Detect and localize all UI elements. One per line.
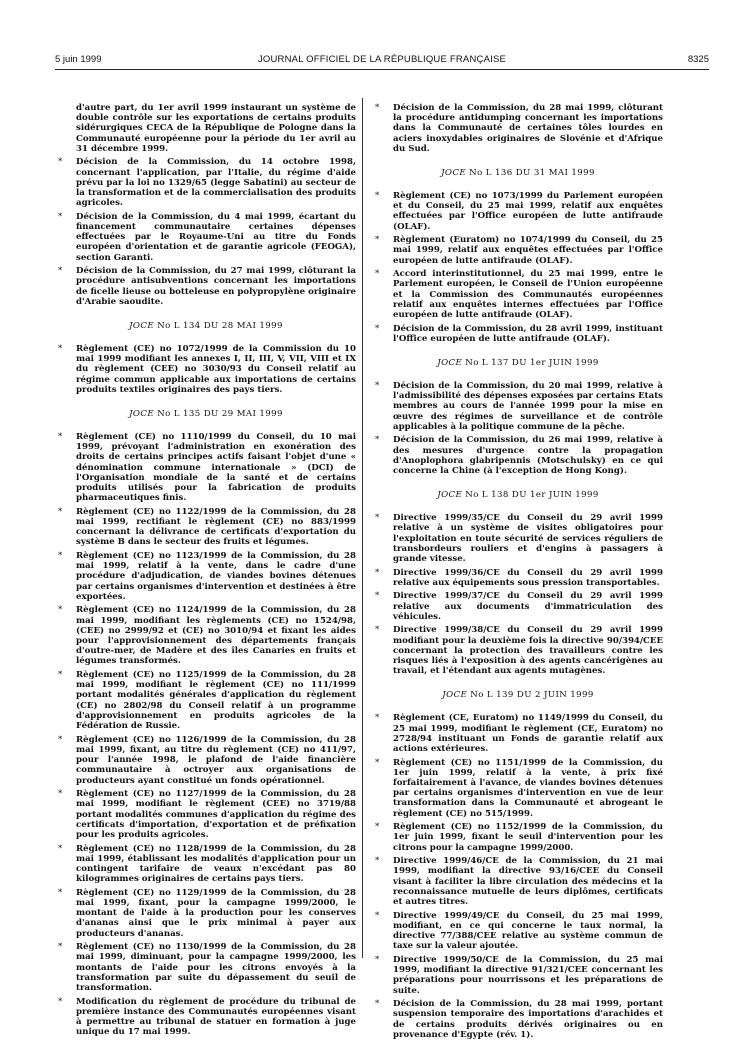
- list-item: [56, 212, 356, 263]
- entry-text: Règlement (CE) no 1129/1999 de la Commission, du 28 mai 1999, fixant, pour la campagne 1999/2000, le montant de l'aide à la production pour les conserves d'ananas ainsi que le prix minimal à payer aux producteurs d'ananas.: [76, 887, 356, 939]
- bullet-icon: *: [58, 157, 63, 168]
- list-item: [56, 942, 356, 993]
- entry-text: Règlement (CE) no 1072/1999 de la Commission du 10 mai 1999 modifiant les annexes I, II, III, V, VII, VIII et IX du règlement (CEE) no 3030/93 du Conseil relatif au régime commun applicable aux importations de certains produits textiles originaires des pays tiers.: [76, 344, 356, 395]
- entry-text: Règlement (CE) no 1124/1999 de la Commission, du 28 mai 1999, modifiant les règlements (CE) no 1524/98, (CEE) no 2999/92 et (CE) no 3010/94 et fixant les aides pour l'approvisionnement des départements français d'outre-mer, de Madère et des îles Canaries en fruits et légumes transformés.: [76, 605, 356, 667]
- bullet-icon: *: [375, 822, 380, 833]
- entry-text: Modification du règlement de procédure du tribunal de première instance des Communautés européennes visant à permettre au tribunal de statuer en formation à juge unique du 17 mai 1999.: [76, 996, 356, 1038]
- entry-text: Règlement (CE) no 1151/1999 de la Commission, du 1er juin 1999, relatif à la vente, à prix fixé forfaitairement à l'avance, de viandes bovines détenues par certains organismes d'intervention en vue de leur transformation dans la Communauté et abrogeant le règlement (CE) no 515/1999.: [393, 757, 663, 819]
- list-item: [373, 269, 663, 320]
- list-item: [373, 568, 663, 588]
- entry-text: d'autre part, du 1er avril 1999 instaurant un système de double contrôle sur les exportations de certains produits sidérurgiques CECA de la République de Pologne dans la Communauté européenne pour la période du 1er avril au 31 décembre 1999.: [76, 103, 356, 154]
- entry-text: Directive 1999/50/CE de la Commission, du 25 mai 1999, modifiant la directive 91/321/CEE concernant les préparations pour nourrissons et les préparations de suite.: [393, 954, 663, 996]
- bullet-icon: *: [375, 625, 380, 636]
- bullet-icon: *: [58, 432, 63, 443]
- list-item: [373, 591, 663, 622]
- page-header: [55, 54, 709, 70]
- list-item: [56, 997, 356, 1038]
- entry-text: Directive 1999/49/CE du Conseil, du 25 mai 1999, modifiant, en ce qui concerne le taux normal, la directive 77/388/CEE relative au système commun de taxe sur la valeur ajoutée.: [393, 910, 663, 952]
- list-item: [56, 507, 356, 548]
- journal-issue-heading: [373, 690, 663, 700]
- entry-text: Règlement (Euratom) no 1074/1999 du Conseil, du 25 mai 1999, relatif aux enquêtes effectuées par l'Office européen de lutte antifraude (OLAF).: [393, 235, 663, 266]
- bullet-icon: *: [375, 103, 380, 113]
- journal-issue-heading: [373, 168, 663, 178]
- journal-abbrev: JOCE: [129, 409, 155, 420]
- entry-text: Directive 1999/38/CE du Conseil du 29 avril 1999 modifiant pour la deuxième fois la directive 90/394/CEE concernant la protection des travailleurs contre les risques liés à l'exposition à des agents cancérigènes au travail, et l'étendant aux agents mutagènes.: [393, 625, 663, 677]
- list-item: [56, 789, 356, 840]
- list-item: [56, 551, 356, 602]
- bullet-icon: *: [375, 567, 380, 578]
- entry-text: Règlement (CE) no 1123/1999 de la Commission, du 28 mai 1999, relatif à la vente, dans le cadre d'une procédure d'adjudication, de viandes bovines détenues par certains organismes d'intervention et destinées à être exportées.: [76, 551, 356, 602]
- list-item: [373, 235, 663, 266]
- entry-text: Décision de la Commission, du 27 mai 1999, clôturant la procédure antisubventions concernant les importations de ficelle lieuse ou botteleuse en polypropylène originaire d'Arabie saoudite.: [76, 266, 356, 307]
- entry-text: Règlement (CE) no 1127/1999 de la Commission, du 28 mai 1999, modifiant le règlement (CEE) no 3719/88 portant modalités communes d'application du régime des certificats d'importation, d'exportation et de préfixation pour les produits agricoles.: [76, 789, 356, 840]
- bullet-icon: *: [58, 211, 63, 222]
- entry-text: Accord interinstitutionnel, du 25 mai 1999, entre le Parlement européen, le Conseil de l'Union européenne et la Commission des Communautés européennes relatif aux enquêtes internes effectuées par l'Office européen de lutte antifraude (OLAF).: [393, 269, 663, 321]
- bullet-icon: *: [58, 551, 63, 562]
- entry-text: Décision de la Commission, du 14 octobre 1998, concernant l'application, par l'Italie, du régime d'aide prévu par la loi no 1329/65 (legge Sabatini) au secteur de la transformation et de la commercialisation des produits agricoles.: [76, 157, 356, 209]
- journal-abbrev: JOCE: [437, 490, 463, 501]
- list-item: [373, 625, 663, 676]
- header-rule: [55, 69, 709, 70]
- list-item: [56, 344, 356, 395]
- list-item: [56, 888, 356, 939]
- bullet-icon: *: [375, 235, 380, 246]
- header-date: 5 juin 1999: [55, 54, 102, 65]
- entry-continuation: [56, 103, 356, 154]
- list-item: [373, 856, 663, 907]
- entry-text: Règlement (CE) no 1126/1999 de la Commission, du 28 mai 1999, fixant, au titre du règlement (CE) no 411/97, pour l'année 1998, le plafond de l'aide financière communautaire à octroyer aux organisations de producteurs ayant constitué un fonds opérationnel.: [76, 734, 356, 786]
- bullet-icon: *: [375, 910, 380, 921]
- journal-issue-heading: [56, 321, 356, 331]
- entry-text: Directive 1999/36/CE du Conseil du 29 avril 1999 relative aux équipements sous pression transportables.: [393, 567, 663, 588]
- entry-text: Décision de la Commission, du 26 mai 1999, relative à des mesures d'urgence contre la propagation d'Anoplophora glabripennis (Motschulsky) en ce qui concerne la Chine (à l'exception de Hong Kong).: [393, 435, 663, 477]
- list-item: [373, 758, 663, 819]
- list-item: [56, 670, 356, 731]
- bullet-icon: *: [58, 605, 63, 616]
- column-divider: [362, 98, 363, 958]
- header-page-number: 8325: [687, 54, 709, 65]
- bullet-icon: *: [58, 670, 63, 681]
- bullet-icon: *: [375, 713, 380, 724]
- list-item: [373, 103, 663, 154]
- list-item: [56, 266, 356, 307]
- journal-issue-number: No L 135 DU 29 MAI 1999: [154, 409, 283, 420]
- list-item: [56, 605, 356, 666]
- list-item: [373, 713, 663, 754]
- list-item: [373, 911, 663, 952]
- entry-text: Règlement (CE) no 1122/1999 de la Commission, du 28 mai 1999, rectifiant le règlement (CE) no 883/1999 concernant la délivrance de certificats d'exportation du système B dans le secteur des fruits et légumes.: [76, 506, 356, 548]
- bullet-icon: *: [58, 506, 63, 517]
- journal-abbrev: JOCE: [437, 358, 463, 369]
- header-journal-title: JOURNAL OFFICIEL DE LA RÉPUBLIQUE FRANÇAISE: [257, 54, 507, 65]
- journal-issue-heading: [373, 490, 663, 500]
- entry-text: Décision de la Commission, du 20 mai 1999, relative à l'admissibilité des dépenses exposées par certains Etats membres au cours de l'année 1999 pour la mise en œuvre des régimes de surveillance et de contrôle applicables à la politique commune de la pêche.: [393, 381, 663, 432]
- bullet-icon: *: [375, 513, 380, 524]
- list-item: [373, 513, 663, 564]
- entry-text: Directive 1999/35/CE du Conseil du 29 avril 1999 relative à un système de visites obligatoires pour l'exploitation en toute sécurité de services réguliers de transbordeurs rouliers et d'engins à passagers à grande vitesse.: [393, 513, 663, 565]
- bullet-icon: *: [58, 789, 63, 800]
- bullet-icon: *: [58, 887, 63, 898]
- list-item: [373, 191, 663, 232]
- entry-text: Règlement (CE, Euratom) no 1149/1999 du Conseil, du 25 mai 1999, modifiant le règlement (CE, Euratom) no 2728/94 instituant un Fonds de garantie relatif aux actions extérieures.: [393, 713, 663, 755]
- list-item: [373, 822, 663, 853]
- bullet-icon: *: [58, 266, 63, 277]
- list-item: [373, 999, 663, 1040]
- list-item: [373, 435, 663, 476]
- entry-text: Règlement (CE) no 1110/1999 du Conseil, du 10 mai 1999, prévoyant l'administration en exonération des droits de certains principes actifs faisant l'objet d'une « dénomination commune internationale » (DCI) de l'Organisation mondiale de la santé et de certains produits utilisés pour la fabrication de produits pharmaceutiques finis.: [76, 432, 356, 504]
- bullet-icon: *: [375, 856, 380, 867]
- bullet-icon: *: [375, 269, 380, 280]
- journal-issue-heading: [373, 358, 663, 368]
- entry-text: Directive 1999/37/CE du Conseil du 29 avril 1999 relative aux documents d'immatriculation des véhicules.: [393, 591, 663, 622]
- bullet-icon: *: [375, 191, 380, 202]
- list-item: [56, 157, 356, 208]
- bullet-icon: *: [375, 999, 380, 1010]
- journal-issue-number: No L 139 DU 2 JUIN 1999: [467, 690, 594, 701]
- list-item: [373, 324, 663, 344]
- entry-text: Règlement (CE) no 1130/1999 de la Commission, du 28 mai 1999, diminuant, pour la campagne 1999/2000, les montants de l'aide pour les citrons envoyés à la transformation par suite du dépassement du seuil de transformation.: [76, 942, 356, 993]
- bullet-icon: *: [58, 843, 63, 854]
- bullet-icon: *: [58, 344, 63, 355]
- journal-issue-number: No L 138 DU 1er JUIN 1999: [462, 490, 599, 501]
- left-column: [56, 103, 356, 1041]
- bullet-icon: *: [58, 996, 63, 1007]
- list-item: [56, 432, 356, 503]
- entry-text: Règlement (CE) no 1073/1999 du Parlement européen et du Conseil, du 25 mai 1999, relatif aux enquêtes effectuées par l'Office européen de lutte antifraude (OLAF).: [393, 191, 663, 232]
- entry-text: Décision de la Commission, du 4 mai 1999, écartant du financement communautaire certaines dépenses effectuées par le Royaume-Uni au titre du Fonds européen d'orientation et de garantie agricole (FEOGA), section Garanti.: [76, 211, 356, 263]
- right-column: [373, 103, 663, 1043]
- bullet-icon: *: [375, 323, 380, 334]
- journal-issue-number: No L 134 DU 28 MAI 1999: [154, 321, 283, 332]
- entry-text: Règlement (CE) no 1152/1999 de la Commission, du 1er juin 1999, fixant le seuil d'intervention pour les citrons pour la campagne 1999/2000.: [393, 822, 663, 853]
- bullet-icon: *: [58, 942, 63, 953]
- bullet-icon: *: [375, 591, 380, 602]
- entry-text: Règlement (CE) no 1128/1999 de la Commission, du 28 mai 1999, établissant les modalités d'application pour un contingent tarifaire de veaux n'excédant pas 80 kilogrammes originaires de certains pays tiers.: [76, 843, 356, 885]
- journal-issue-heading: [56, 409, 356, 419]
- journal-issue-number: No L 136 DU 31 MAI 1999: [466, 168, 595, 179]
- bullet-icon: *: [375, 381, 380, 392]
- journal-abbrev: JOCE: [441, 168, 467, 179]
- bullet-icon: *: [375, 757, 380, 768]
- bullet-icon: *: [375, 435, 380, 446]
- list-item: [56, 844, 356, 885]
- journal-issue-number: No L 137 DU 1er JUIN 1999: [462, 358, 599, 369]
- entry-text: Règlement (CE) no 1125/1999 de la Commission, du 28 mai 1999, modifiant le règlement (CE) no 111/1999 portant modalités générales d'application du règlement (CE) no 2802/98 du Conseil relatif à un programme d'approvisionnement en produits agricoles de la Fédération de Russie.: [76, 670, 356, 732]
- entry-text: Décision de la Commission, du 28 mai 1999, portant suspension temporaire des importations d'arachides et de certains produits dérivés originaires ou en provenance d'Egypte (rév. 1).: [393, 999, 663, 1040]
- list-item: [56, 735, 356, 786]
- entry-text: Décision de la Commission, du 28 mai 1999, clôturant la procédure antidumping concernant les importations dans la Communauté de certaines tôles lourdes en aciers inoxydables originaires de Slovénie et d'Afrique du Sud.: [393, 103, 663, 154]
- entry-text: Directive 1999/46/CE de la Commission, du 21 mai 1999, modifiant la directive 93/16/CEE du Conseil visant à faciliter la libre circulation des médecins et la reconnaissance mutuelle de leurs diplômes, certificats et autres titres.: [393, 856, 663, 908]
- entry-text: Décision de la Commission, du 28 avril 1999, instituant l'Office européen de lutte antifraude (OLAF).: [393, 323, 663, 344]
- journal-abbrev: JOCE: [442, 690, 468, 701]
- bullet-icon: *: [58, 734, 63, 745]
- journal-abbrev: JOCE: [129, 321, 155, 332]
- list-item: [373, 381, 663, 432]
- bullet-icon: *: [375, 954, 380, 965]
